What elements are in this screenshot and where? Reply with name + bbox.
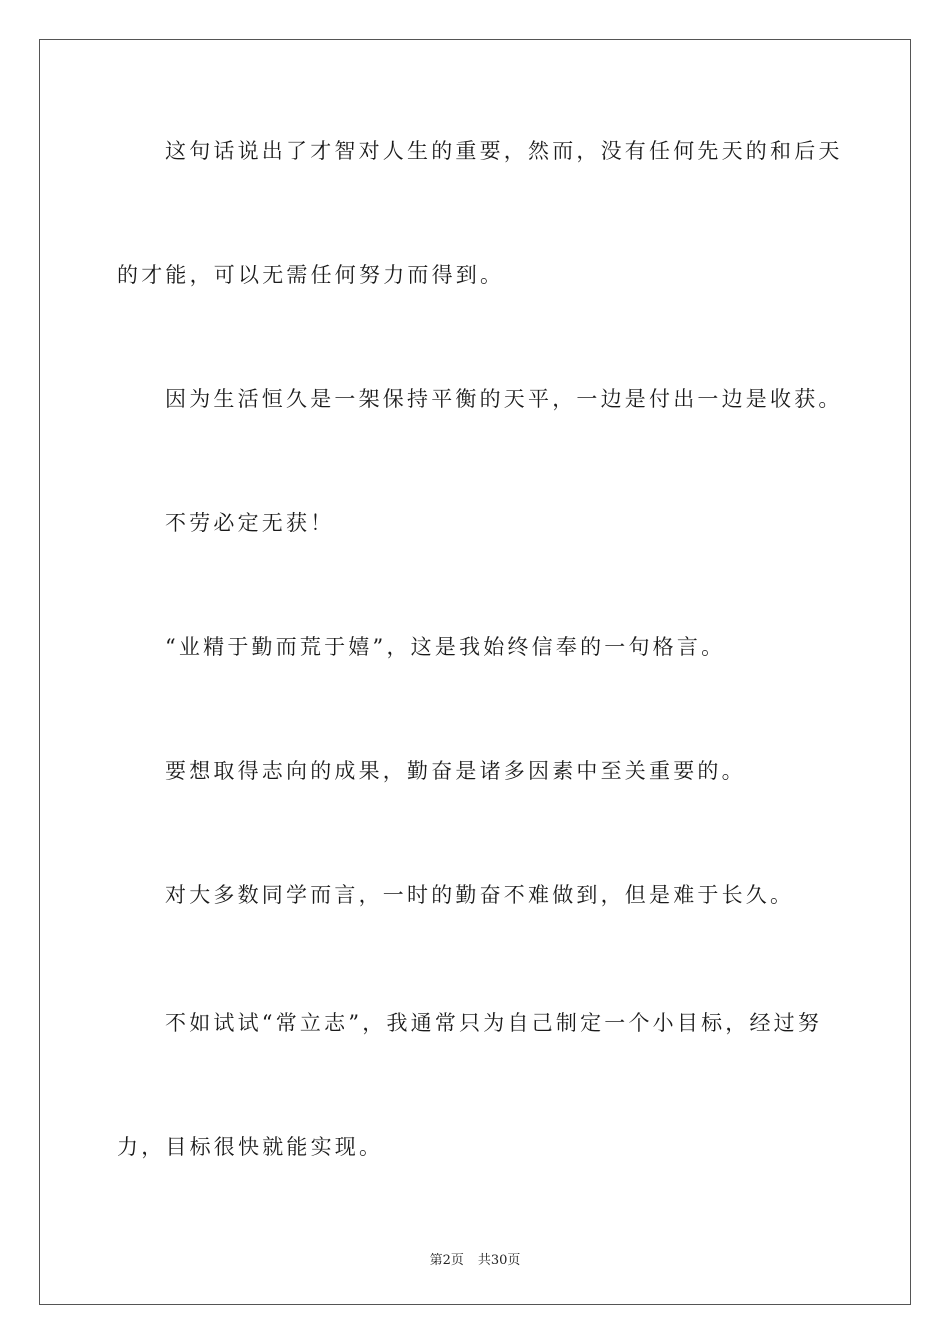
page-number: 第2页 — [429, 1253, 464, 1268]
paragraph-line-3: 因为生活恒久是一架保持平衡的天平，一边是付出一边是收获。 — [165, 387, 843, 411]
paragraph-line-2: 的才能，可以无需任何努力而得到。 — [117, 263, 505, 287]
page-border — [39, 39, 911, 1305]
page-footer — [0, 1249, 950, 1268]
paragraph-line-8: 不如试试“常立志”，我通常只为自己制定一个小目标，经过努 — [165, 1011, 823, 1035]
paragraph-line-1: 这句话说出了才智对人生的重要，然而，没有任何先天的和后天 — [165, 139, 843, 163]
paragraph-line-9: 力，目标很快就能实现。 — [117, 1135, 384, 1159]
paragraph-line-5: “业精于勤而荒于嬉”，这是我始终信奉的一句格言。 — [165, 635, 726, 659]
paragraph-line-4: 不劳必定无获！ — [165, 511, 335, 535]
page-total: 共30页 — [477, 1253, 521, 1268]
paragraph-line-7: 对大多数同学而言，一时的勤奋不难做到，但是难于长久。 — [165, 883, 795, 907]
paragraph-line-6: 要想取得志向的成果，勤奋是诸多因素中至关重要的。 — [165, 759, 746, 783]
